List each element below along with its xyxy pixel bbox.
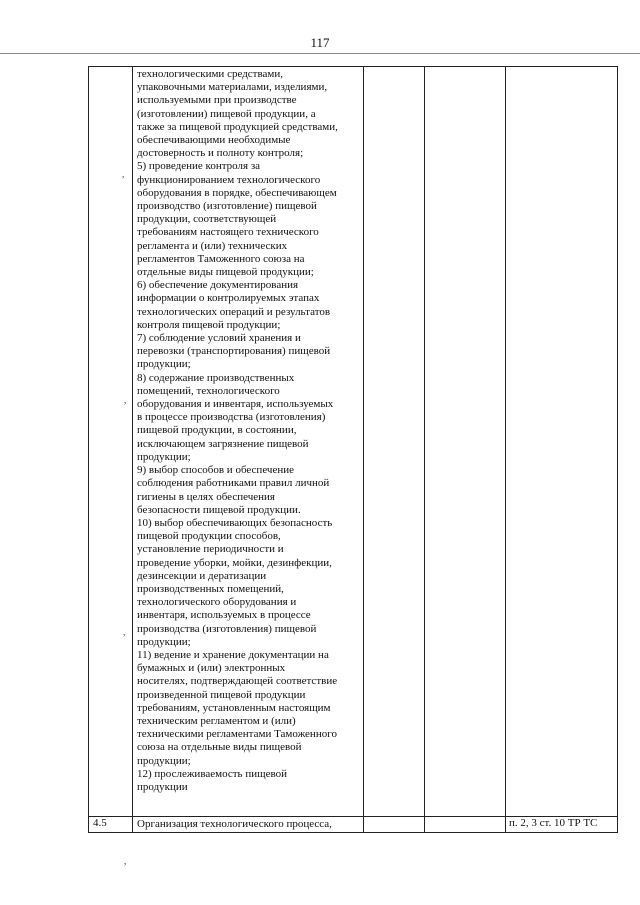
requirements-table bbox=[88, 66, 618, 833]
scan-artifact-mark: , bbox=[124, 856, 127, 866]
table-row bbox=[89, 67, 618, 817]
reference-cell: п. 2, 3 ст. 10 ТР ТС bbox=[506, 817, 618, 833]
requirement-item: 8) содержание производственных помещений, технологического оборудования и инвентаря, используемых в процессе производства (изготовления) пищевой продукции, в состоянии, исключающем загрязнение пищевой продукции; bbox=[137, 371, 334, 463]
header-rule bbox=[0, 53, 640, 54]
blank-cell bbox=[425, 67, 506, 817]
requirement-item: 11) ведение и хранение документации на бумажных и (или) электронных носителях, подтверждающей соответствие произведенной пищевой продукции требованиям, установленным настоящим техническим регламентом и (или) техническими регламентами Таможенного союза на отдельные виды пищевой продукции; bbox=[137, 648, 338, 767]
requirement-item: 10) выбор обеспечивающих безопасность пищевой продукции способов, установление периодичности и проведение уборки, мойки, дезинфекции, дезинсекции и дератизации производственных помещений, технологического оборудования и инвентаря, используемых в процессе производства (изготовления) пищевой продукции; bbox=[137, 516, 333, 648]
requirement-text-cell: Организация технологического процесса, bbox=[133, 817, 364, 833]
requirement-item: 9) выбор способов и обеспечение соблюдения работниками правил личной гигиены в целях обеспечения безопасности пищевой продукции. bbox=[137, 464, 330, 516]
blank-cell bbox=[425, 817, 506, 833]
page-number: 117 bbox=[310, 35, 330, 50]
item-number-cell bbox=[89, 67, 133, 817]
reference-cell bbox=[506, 67, 618, 817]
blank-cell bbox=[364, 817, 425, 833]
scan-artifact-mark: , bbox=[122, 169, 125, 179]
requirement-item: 12) прослеживаемость пищевой продукции bbox=[137, 767, 287, 793]
blank-cell bbox=[364, 67, 425, 817]
scan-artifact-mark: , bbox=[124, 395, 127, 405]
item-number-cell: 4.5 bbox=[89, 817, 133, 833]
requirement-item: технологическими средствами, упаковочными материалами, изделиями, используемыми при производстве (изготовлении) пищевой продукции, а также за пищевой продукцией средствами, обеспечивающими необходимые достоверность и полноту контроля; bbox=[137, 68, 338, 160]
scan-artifact-mark: , bbox=[123, 627, 126, 637]
requirement-item: 7) соблюдение условий хранения и перевозки (транспортирования) пищевой продукции; bbox=[137, 332, 331, 371]
requirement-item: 6) обеспечение документирования информации о контролируемых этапах технологических операций и результатов контроля пищевой продукции; bbox=[137, 279, 331, 331]
requirement-item: 5) проведение контроля за функционированием технологического оборудования в порядке, обеспечивающем производство (изготовление) пищевой продукции, соответствующей требованиям настоящего технического регламента и (или) технических регламентов Таможенного союза на отдельные виды пищевой продукции; bbox=[137, 160, 337, 279]
requirement-text-cell bbox=[133, 67, 364, 817]
table-row bbox=[89, 817, 618, 833]
